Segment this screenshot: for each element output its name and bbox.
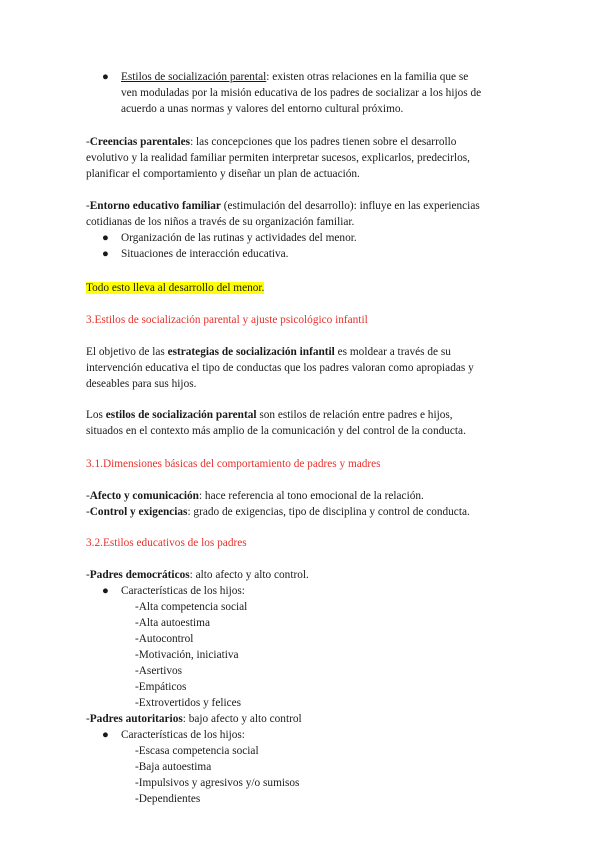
paragraph-entorno: -Entorno educativo familiar (estimulación del desarrollo): influye en las experiencias cotidianas de los niños a través de su organización familiar. ● Organización de las rutinas y actividades del menor. ● Situaciones de interacción educativa. [86, 198, 516, 262]
paragraph-estrategias: El objetivo de las estrategias de socialización infantil es moldear a través de su intervención educativa el tipo de conductas que los padres valoran como apropiadas y deseables para sus hijos. [86, 346, 474, 390]
list-item: -Alta autoestima [135, 617, 210, 629]
list-item: -Escasa competencia social [135, 745, 259, 757]
bullet-icon: ● [102, 232, 109, 244]
term-control: Control y exigencias [89, 506, 188, 518]
bullet-icon: ● [102, 248, 109, 260]
term-creencias: Creencias parentales [89, 136, 191, 148]
list-item: -Empáticos [135, 681, 187, 693]
list-item: -Baja autoestima [135, 761, 212, 773]
term-entorno: Entorno educativo familiar [89, 200, 221, 212]
list-item: -Asertivos [135, 665, 183, 677]
bullet-icon: ● [102, 729, 109, 741]
list-item: -Autocontrol [135, 633, 194, 645]
paragraph-creencias: -Creencias parentales: las concepciones que los padres tienen sobre el desarrollo evolutivo y la realidad familiar permiten interpretar sucesos, explicarlos, predecirlos, planificar el comportamiento y diseñar un plan de actuación. [86, 136, 470, 180]
list-item: -Motivación, iniciativa [135, 649, 239, 661]
bullet-estilos-socializacion: ● Estilos de socialización parental: existen otras relaciones en la familia que se ven moduladas por la misión educativa de los padres de socializar a los hijos de acuerdo a unas normas y valores del entorno cultural próximo. [102, 71, 482, 115]
term-estilos-bold: estilos de socialización parental [105, 409, 257, 421]
highlight-note: Todo esto lleva al desarrollo del menor. [86, 282, 265, 294]
list-item: ● Situaciones de interacción educativa. [102, 248, 289, 260]
term-autoritarios: Padres autoritarios [89, 713, 183, 725]
bullet-icon: ● [102, 585, 109, 597]
list-item: ● Características de los hijos: [102, 729, 245, 741]
paragraph-dimensiones: -Afecto y comunicación: hace referencia al tono emocional de la relación. -Control y exigencias: grado de exigencias, tipo de disciplina y control de conducta. [86, 490, 470, 518]
term-democraticos: Padres democráticos [89, 569, 190, 581]
term-estrategias: estrategias de socialización infantil [167, 346, 335, 358]
section-padres: -Padres democráticos: alto afecto y alto control. ● Características de los hijos: -Alta competencia social -Alta autoestima -Autocontrol -Motivación, iniciativa -Asertivos -Empáticos -Extrovertidos y felices -Padres autoritarios: bajo afecto y alto control ● Características de los hijos: -Escasa competencia social -Baja autoestima -Impulsivos y agresivos y/o sumisos -Dependientes [86, 567, 516, 807]
heading-3: 3.Estilos de socialización parental y ajuste psicológico infantil [86, 314, 368, 326]
heading-3-1: 3.1.Dimensiones básicas del comportamiento de padres y madres [86, 458, 381, 470]
term-estilos: Estilos de socialización parental [121, 71, 267, 83]
heading-3-2: 3.2.Estilos educativos de los padres [86, 537, 247, 549]
list-item: -Extrovertidos y felices [135, 697, 242, 709]
list-item: ● Organización de las rutinas y actividades del menor. [102, 232, 357, 244]
list-item: -Alta competencia social [135, 601, 248, 613]
list-item: -Impulsivos y agresivos y/o sumisos [135, 777, 300, 789]
term-afecto: Afecto y comunicación [89, 490, 199, 502]
list-item: ● Características de los hijos: [102, 585, 245, 597]
paragraph-estilos: Los estilos de socialización parental son estilos de relación entre padres e hijos, situados en el contexto más amplio de la comunicación y del control de la conducta. [86, 409, 466, 437]
bullet-icon: ● [102, 71, 109, 83]
list-item: -Dependientes [135, 793, 201, 805]
